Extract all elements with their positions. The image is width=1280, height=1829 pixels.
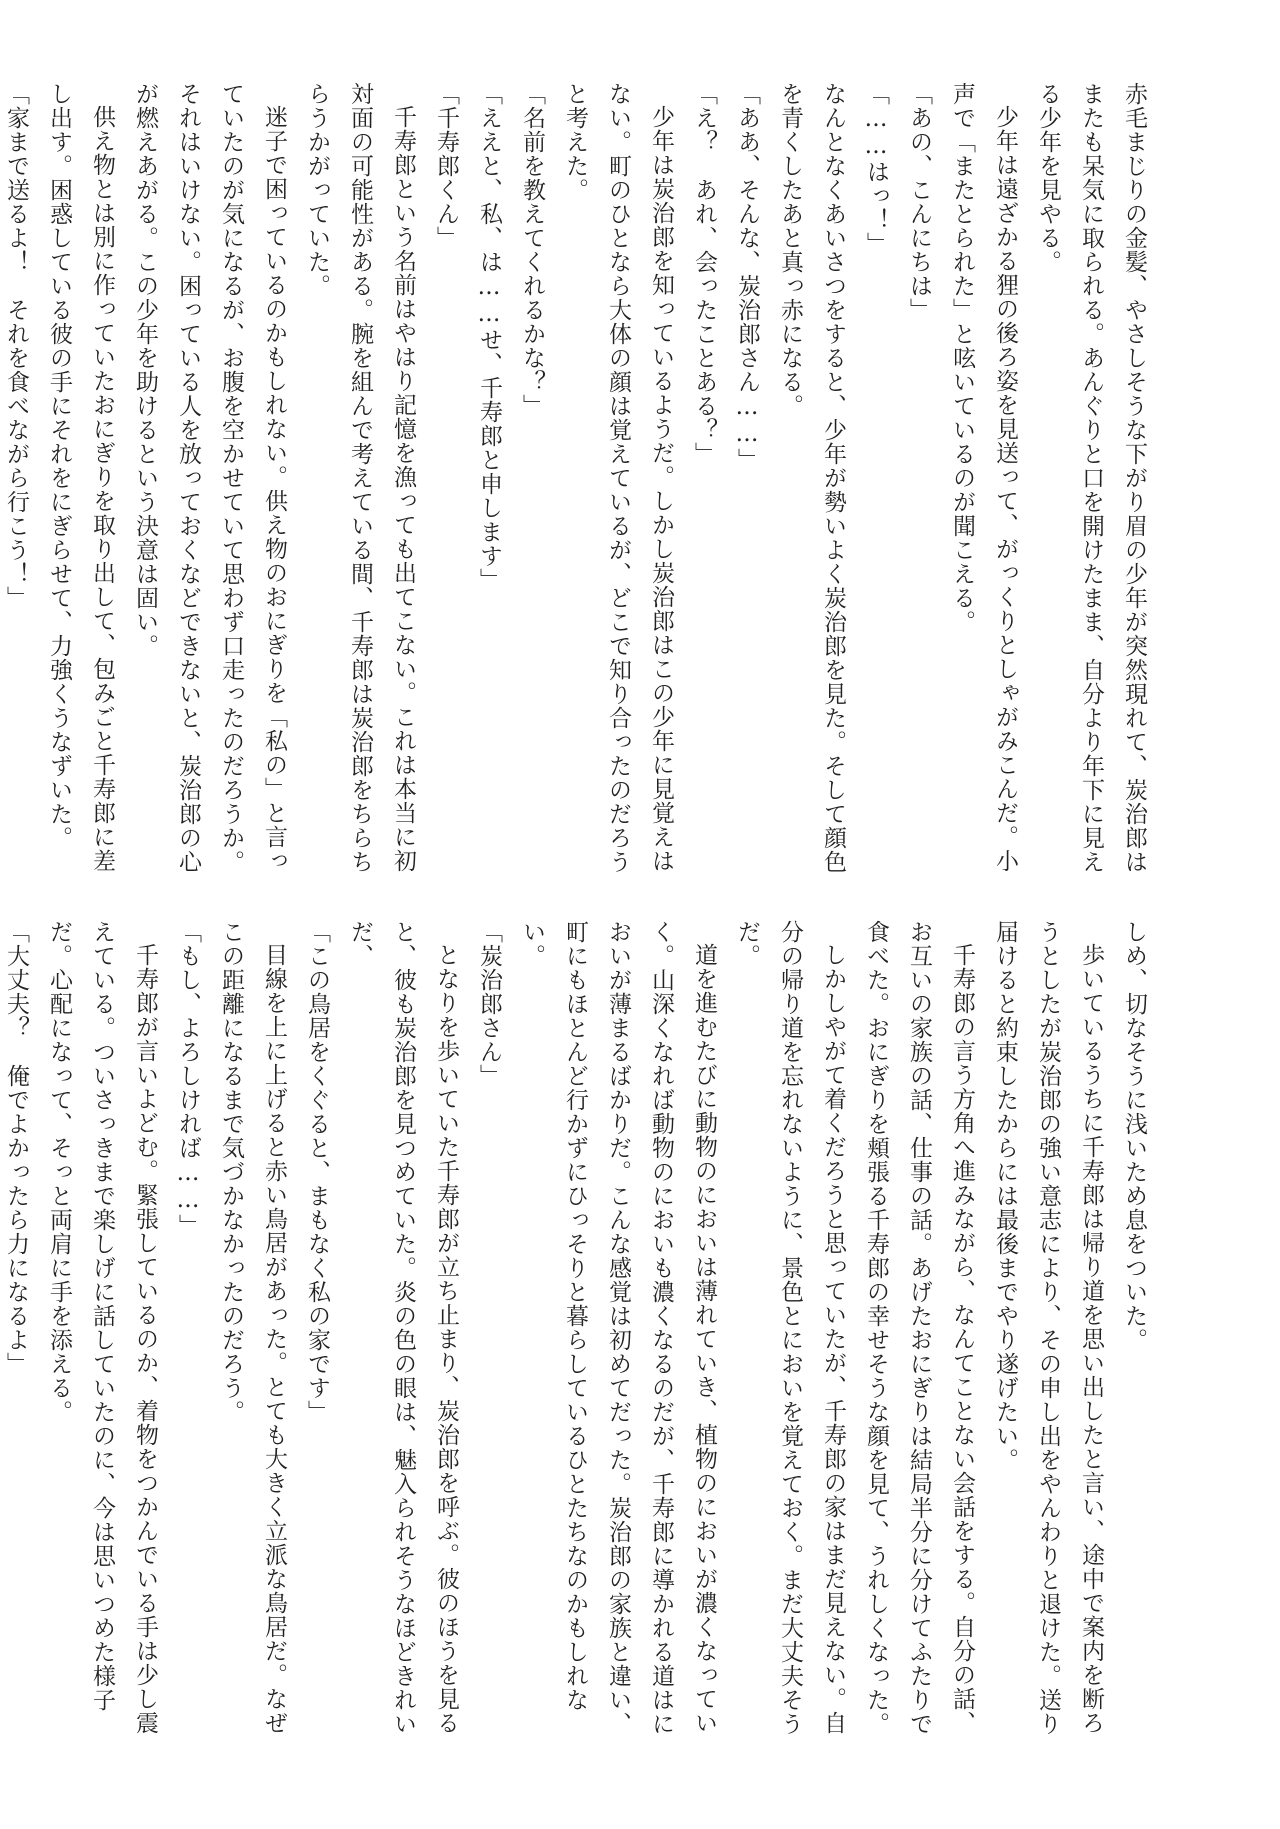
paragraph: 「ああ、そんな、炭治郎さん……」 [734, 82, 760, 472]
paragraph: 千寿郎の言う方角へ進みながら、なんてことない会話をする。自分の話、お互いの家族の話、仕事の話。あげたおにぎりは結局半分に分けてふたりで食べた。おにぎりを頬張る千寿郎の幸せそうな顔を見て、うれしくなった。 [863, 920, 975, 1736]
paragraph: なんとなくあいさつをすると、少年が勢いよく炭治郎を見た。そして顔色を青くしたあと真っ赤になる。 [777, 82, 846, 874]
text-block-lower [3, 920, 1155, 1750]
paragraph: 「大丈夫？ 俺でよかったら力になるよ」 [3, 920, 29, 1376]
paragraph: 千寿郎という名前はやはり記憶を漁っても出てこない。これは本当に初対面の可能性がある。腕を組んで考えている間、千寿郎は炭治郎をちらちらうかがっていた。 [304, 82, 416, 874]
paragraph: となりを歩いていた千寿郎が立ち止まり、炭治郎を呼ぶ。彼のほうを見ると、彼も炭治郎を見つめていた。炎の色の眼は、魅入られそうなほどきれいだ、 [347, 920, 459, 1736]
paragraph: 赤毛まじりの金髪、やさしそうな下がり眉の少年が突然現れて、炭治郎はまたも呆気に取られる。あんぐりと口を開けたまま、自分より年下に見える少年を見やる。 [1035, 82, 1147, 874]
paragraph: 「え？ あれ、会ったことある？」 [691, 82, 717, 466]
paragraph: しめ、切なそうに浅いため息をついた。 [1121, 920, 1147, 1352]
paragraph: 「ええと、私、は……せ、千寿郎と申します」 [476, 82, 502, 592]
paragraph: 「……はっ！」 [863, 82, 889, 256]
paragraph: 少年は炭治郎を知っているようだ。しかし炭治郎はこの少年に見覚えはない。町のひとなら大体の顔は覚えているが、どこで知り合ったのだろうと考えた。 [562, 82, 674, 874]
paragraph: 「あの、こんにちは」 [906, 82, 932, 322]
paragraph: 「この鳥居をくぐると、まもなく私の家です」 [304, 920, 330, 1424]
paragraph: 目線を上に上げると赤い鳥居があった。とても大きく立派な鳥居だ。なぜこの距離になるまで気づかなかったのだろう。 [218, 920, 287, 1735]
paragraph: 千寿郎が言いよどむ。緊張しているのか、着物をつかんでいる手は少し震えている。ついさっきまで楽しげに話していたのに、今は思いつめた様子だ。心配になって、そっと両肩に手を添える。 [46, 920, 158, 1735]
text-block-upper [3, 82, 1155, 887]
paragraph: 迷子で困っているのかもしれない。供え物のおにぎりを「私の」と言っていたのが気になるが、お腹を空かせていて思わず口走ったのだろうか。それはいけない。困っている人を放っておくなどできないと、炭治郎の心が燃えあがる。この少年を助けるという決意は固い。 [132, 82, 287, 874]
paragraph: 歩いているうちに千寿郎は帰り道を思い出したと言い、途中で案内を断ろうとしたが炭治郎の強い意志により、その申し出をやんわりと退けた。送り届けると約束したからには最後までやり遂げたい。 [992, 920, 1104, 1736]
paragraph: 供え物とは別に作っていたおにぎりを取り出して、包みごと千寿郎に差し出す。困惑している彼の手にそれをにぎらせて、力強くうなずいた。 [46, 82, 115, 873]
paragraph: 「炭治郎さん」 [476, 920, 502, 1088]
paragraph: 「家まで送るよ！ それを食べながら行こう！」 [3, 82, 29, 610]
paragraph: 少年は遠ざかる狸の後ろ姿を見送って、がっくりとしゃがみこんだ。小声で「またとられた」と呟いているのが聞こえる。 [949, 82, 1018, 873]
paragraph: しかしやがて着くだろうと思っていたが、千寿郎の家はまだ見えない。自分の帰り道を忘れないように、景色とにおいを覚えておく。まだ大丈夫そうだ。 [734, 920, 846, 1736]
paragraph: 「千寿郎くん」 [433, 82, 459, 250]
paragraph: 「名前を教えてくれるかな？」 [519, 82, 545, 418]
paragraph: 「もし、よろしければ……」 [175, 920, 201, 1238]
paragraph: 道を進むたびに動物のにおいは薄れていき、植物のにおいが濃くなっていく。山深くなれば動物のにおいも濃くなるのだが、千寿郎に導かれる道はにおいが薄まるばかりだ。こんな感覚は初めてだった。炭治郎の家族と違い、町にもほとんど行かずにひっそりと暮らしているひとたちなのかもしれない。 [519, 920, 717, 1736]
